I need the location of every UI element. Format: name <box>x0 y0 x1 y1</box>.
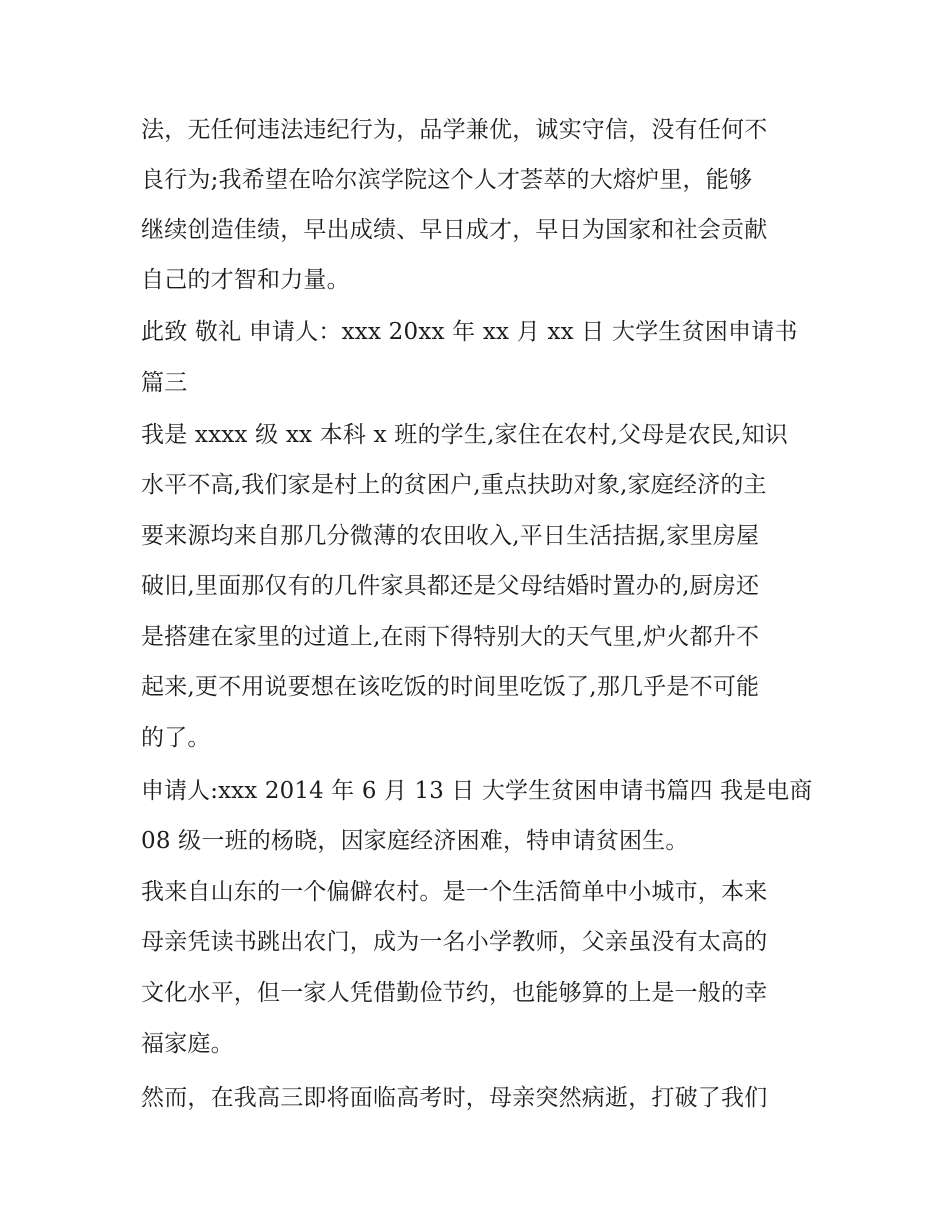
text-line: 法，无任何违法违纪行为，品学兼优，诚实守信，没有任何不 <box>141 117 768 143</box>
text-line: 母亲凭读书跳出农门，成为一名小学教师，父亲虽没有太高的 <box>141 929 768 955</box>
text-line: 良行为;我希望在哈尔滨学院这个人才荟萃的大熔炉里，能够 <box>141 167 753 193</box>
text-line: 我是 xxxx 级 xx 本科 x 班的学生,家住在农村,父母是农民,知识 <box>141 422 788 448</box>
text-line: 自己的才智和力量。 <box>141 267 350 293</box>
text-line: 破旧,里面那仅有的几件家具都还是父母结婚时置办的,厨房还 <box>141 573 760 599</box>
text-line: 继续创造佳绩，早出成绩、早日成才，早日为国家和社会贡献 <box>141 217 768 243</box>
text-line: 要来源均来自那几分微薄的农田收入,平日生活拮据,家里房屋 <box>141 523 760 549</box>
text-line: 水平不高,我们家是村上的贫困户,重点扶助对象,家庭经济的主 <box>141 472 767 498</box>
text-line: 08 级一班的杨晓，因家庭经济困难，特申请贫困生。 <box>141 828 689 854</box>
text-line: 申请人:xxx 2014 年 6 月 13 日 大学生贫困申请书篇四 我是电商 <box>141 778 813 804</box>
text-line: 篇三 <box>141 370 188 396</box>
text-line: 文化水平，但一家人凭借勤俭节约，也能够算的上是一般的幸 <box>141 980 768 1006</box>
text-line: 此致 敬礼 申请人：xxx 20xx 年 xx 月 xx 日 大学生贫困申请书 <box>141 319 798 345</box>
text-line: 的了。 <box>141 725 211 751</box>
text-line: 我来自山东的一个偏僻农村。是一个生活简单中小城市，本来 <box>141 879 768 905</box>
text-line: 起来,更不用说要想在该吃饭的时间里吃饭了,那几乎是不可能 <box>141 674 760 700</box>
text-line: 是搭建在家里的过道上,在雨下得特别大的天气里,炉火都升不 <box>141 624 760 650</box>
text-line: 然而，在我高三即将面临高考时，母亲突然病逝，打破了我们 <box>141 1085 768 1111</box>
text-line: 福家庭。 <box>141 1031 234 1057</box>
